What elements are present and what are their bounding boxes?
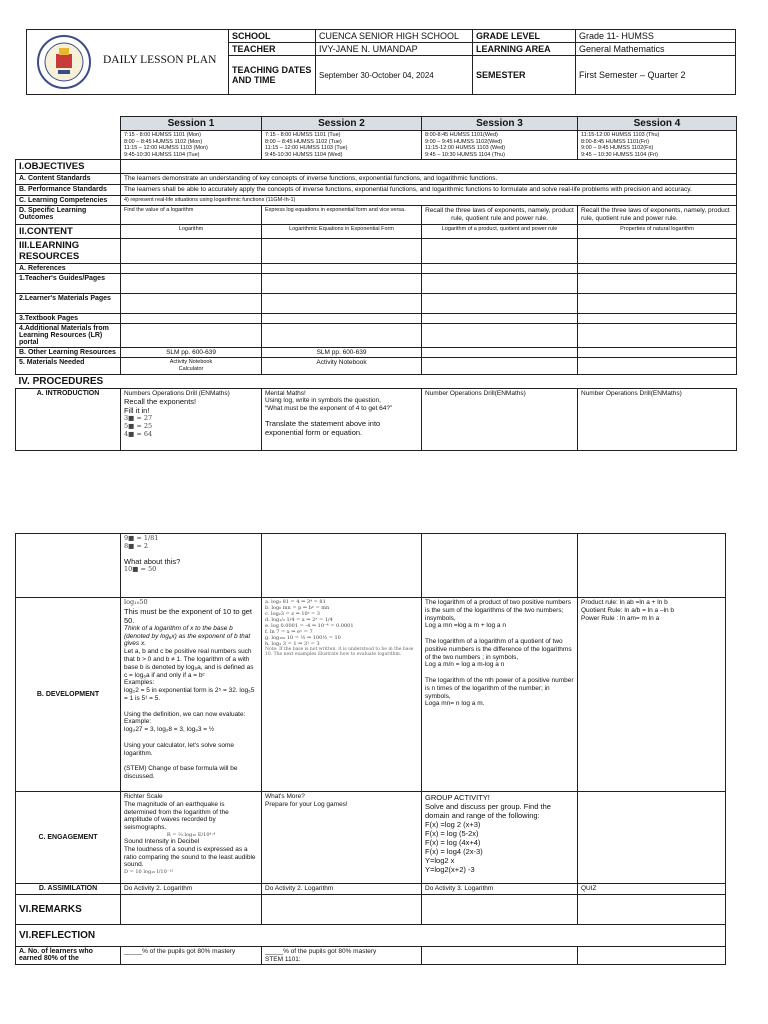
document-title: DAILY LESSON PLAN [103,54,217,66]
content-session-2: Logarithmic Equations in Exponential Form [262,224,422,238]
introduction-session-2 [262,388,422,450]
content-standards-label: A. Content Standards [16,174,121,185]
performance-standards-label: B. Performance Standards [16,185,121,196]
header-info-table [228,29,736,95]
engagement-session-2: What's More? Prepare for your Log games! [262,792,422,884]
school-label: SCHOOL [229,30,316,43]
session-2-times: 7:15 - 8:00 HUMSS 1101 (Tue) 8:00 – 8:45 HUMSS 1102 (Tue) 11:15 – 12:00 HUMSS 1103 (Tue) 9:45-10:30 HUMSS 1104 (Wed) [262,131,422,160]
materials-needed-label: 5. Materials Needed [16,358,121,374]
procedures-heading: IV. PROCEDURES [16,374,737,388]
objectives-heading: I.OBJECTIVES [16,160,121,174]
reflection-a-session-2: _____% of the pupils got 80% mastery STEM 1101: [262,946,422,965]
session-2-header: Session 2 [262,117,422,131]
reflection-a-session-1: _____% of the pupils got 80% mastery [121,946,262,965]
reflection-heading: VI.REFLECTION [16,924,726,946]
teacher-label: TEACHER [229,43,316,56]
intro-more-items: 9■ = 1/81 8■ = 2 [124,534,159,550]
lesson-plan-table-page-1 [15,116,737,451]
eng-richter-formula: R = ⅔ log₁₀ E/10⁴·⁴ [166,831,216,838]
introduction-session-3: Number Operations Drill(ENMaths) [422,388,578,450]
session-1-times: 7:15 - 8:00 HUMSS 1101 (Mon) 8:00 – 8:45 HUMSS 1102 (Mon) 11:15 – 12:00 HUMSS 1103 (Mon) 9:45-10:30 HUMSS 1104 (Tue) [121,131,262,160]
outcome-session-3: Recall the three laws of exponents, namely, product rule, quotient rule and power rule. [422,205,578,224]
content-session-1: Logarithm [121,224,262,238]
intro-last-item: 10■ = 50 [124,564,157,573]
content-standards-text: The learners demonstrate an understanding of key concepts of inverse functions, exponential functions, and logarithmic functions. [121,174,737,185]
specific-outcomes-label: D. Specific Learning Outcomes [16,205,121,224]
outcome-session-4: Recall the three laws of exponents, namely, product rule, quotient rule and power rule. [578,205,737,224]
dev-note: Note: If the base is not written, it is understood to be in the base 10. The next examples illustrate how to evaluate logarithm. [265,647,414,657]
school-value: CUENCA SENIOR HIGH SCHOOL [316,30,473,43]
content-session-4: Properties of natural logarithm [578,224,737,238]
assimilation-session-2: Do Activity 2. Logarithm [262,884,422,895]
introduction-continued [121,534,262,598]
semester-value: First Semester – Quarter 2 [576,56,736,95]
introduction-session-1 [121,388,262,450]
intro-exponent-items: 3■ = 27 5■ = 25 4■ = 64 [124,414,153,438]
development-session-4: Product rule: ln ab =ln a + ln b Quotient Rule: ln a/b = ln a –ln b Power Rule : ln am= m ln a [578,598,726,792]
learners-materials-label: 2.Learner's Materials Pages [16,293,121,313]
assimilation-session-4: QUIZ [578,884,726,895]
session-1-header: Session 1 [121,117,262,131]
other-resources-session-2: SLM pp. 600-639 [262,347,422,358]
materials-session-2: Activity Notebook [262,358,422,374]
remarks-heading: VI.REMARKS [16,894,121,924]
references-label: A. References [16,263,121,273]
engagement-session-1 [121,792,262,884]
dev-logarithm-idea: Think of a logarithm of x to the base b (denoted by log₆x) as the exponent of b that gives x. [124,624,251,648]
performance-standards-text: The learners shall be able to accurately apply the concepts of inverse functions, exponential functions, and logarithmic functions to formulate and solve real-life problems with precision and accuracy. [121,185,737,196]
engagement-session-3: GROUP ACTIVITY! Solve and discuss per group. Find the domain and range of the following: F(x) =log 2 (x+3) F(x) = log (5-2x) F(x) = log (4x+4) F(x) = log4 (2x-3) Y=log2 x Y=log2(x+2) -3 [422,792,578,884]
area-label: LEARNING AREA [473,43,576,56]
additional-materials-label: 4.Additional Materials from Learning Resources (LR) portal [16,323,121,347]
intro-mental-maths: Mental Maths! Using log, write in symbols the question, “What must be the exponent of 4 to get 64?” [265,389,393,413]
development-session-2 [262,598,422,792]
other-resources-label: B. Other Learning Resources [16,347,121,358]
introduction-label: A. INTRODUCTION [16,388,121,450]
dev-log-examples: a. log₃ 81 = 4 ⇒ 3⁴ = 81 b. log₆ mn = p ⇒ bᵖ = mn c. log₂3 = z ⇒ 10ᶻ = 3 d. log₁/₂ 1/4 = x ⇒ 2ˣ = 1/4 e. log 0.0001 = -4 ⇒ 10⁻⁴ = 0.0001 f. ln 7 = x ⇒ eˣ = 7 g. log₁₀₀ 10 = ½ ⇒ 100½ = 10 h. log₂ 3 = 1 ⇒ 3¹ = 3 [265,599,354,647]
textbook-pages-label: 3.Textbook Pages [16,313,121,323]
materials-session-1: Activity Notebook Calculator [121,358,262,374]
assimilation-label: D. ASSIMILATION [16,884,121,895]
session-3-header: Session 3 [422,117,578,131]
intro-drill-title: Numbers Operations Drill (ENMaths) [124,389,230,397]
learning-competencies-text: 4) represent real-life situations using logarithmic functions (11GM-Ih-1) [121,195,737,205]
session-4-header: Session 4 [578,117,737,131]
outcome-session-1: Find the value of a logarithm [121,205,262,224]
resources-heading: III.LEARNING RESOURCES [16,238,121,263]
intro-translate-text: Translate the statement above into exponential form or equation. [265,418,381,437]
dates-value: September 30-October 04, 2024 [316,56,473,95]
dev-definition-examples: Let a, b and c be positive real numbers such that b > 0 and b ≠ 1. The logarithm of a with base b is denoted by log₆a, and is defined as c = log₆a if and only if a = bᶜ Examples: log₂2 = 5 in exponential form is 2⁵ = 32. log₅5 = 1 is 5¹ = 5. Using the definition, we can now evaluate: Example: log₃27 = 3, log₂8 = 3, log₉3 = ½ Using your calculator, let's solve some logarithm. (STEM) Change of base formula will be discussed. [124,648,255,780]
semester-label: SEMESTER [473,56,576,95]
eng-decibel-text: Sound Intensity in Decibel The loudness of a sound is expressed as a ratio comparing the sound to the least audible sound. [124,837,256,869]
development-label: B. DEVELOPMENT [16,598,121,792]
content-session-3: Logarithm of a product, quotient and power rule [422,224,578,238]
other-resources-session-1: SLM pp. 600-639 [121,347,262,358]
area-value: General Mathematics [576,43,736,56]
intro-recall-text: Recall the exponents! Fill it in! [124,397,197,416]
intro-what-about-text: What about this? [124,556,181,566]
dev-exponent-text: This must be the exponent of 10 to get 50. [124,606,252,625]
teacher-value: IVY-JANE N. UMANDAP [316,43,473,56]
eng-decibel-formula: D = 10 log₁₀ I/10⁻¹² [124,869,174,876]
eng-richter-text: Richter Scale The magnitude of an earthquake is determined from the logarithm of the amplitude of waves recorded by seismographs. [124,793,229,832]
reflection-a-label: A. No. of learners who earned 80% of the [16,946,121,965]
school-seal-logo [36,34,92,90]
teachers-guide-label: 1.Teacher's Guides/Pages [16,273,121,293]
learning-competencies-label: C. Learning Competencies [16,195,121,205]
dates-label: TEACHING DATES AND TIME [229,56,316,95]
assimilation-session-1: Do Activity 2. Logarithm [121,884,262,895]
outcome-session-2: Express log equations in exponential form and vice versa. [262,205,422,224]
content-heading: II.CONTENT [16,224,121,238]
assimilation-session-3: Do Activity 3. Logarithm [422,884,578,895]
grade-value: Grade 11- HUMSS [576,30,736,43]
session-4-times: 11:15-12:00 HUMSS 1103 (Thu) 8:00-8:45 HUMSS 1101(Fri) 9:00 – 9:45 HUMSS 1102(Fri) 9:45 – 10:30 HUMSS 1104 (Fri) [578,131,737,160]
session-3-times: 8:00-8:45 HUMSS 1101(Wed) 9:00 – 9:45 HUMSS 1102(Wed) 11:15-12:00 HUMSS 1103 (Wed) 9:45 – 10:30 HUMSS 1104 (Thu) [422,131,578,160]
introduction-session-4: Number Operations Drill(ENMaths) [578,388,737,450]
lesson-plan-table-page-2 [15,533,726,965]
development-session-1 [121,598,262,792]
development-session-3: The logarithm of a product of two positive numbers is the sum of the logarithms of the two numbers; insymbols, Log a mn =log a m + log a n The logarithm of a logarithm of a quotient of two positive numbers is the difference of the logarithms of the two numbers ; in symbols, Log a m/n = log a m-log a n The logarithm of the nth power of a positive number is n times of the logarithm of the number; in symbols, Loga mn= n log a m. [422,598,578,792]
session-header-row [16,117,737,131]
engagement-label: C. ENGAGEMENT [16,792,121,884]
dev-log-expression: log₁₀50 [124,598,148,606]
grade-label: GRADE LEVEL [473,30,576,43]
